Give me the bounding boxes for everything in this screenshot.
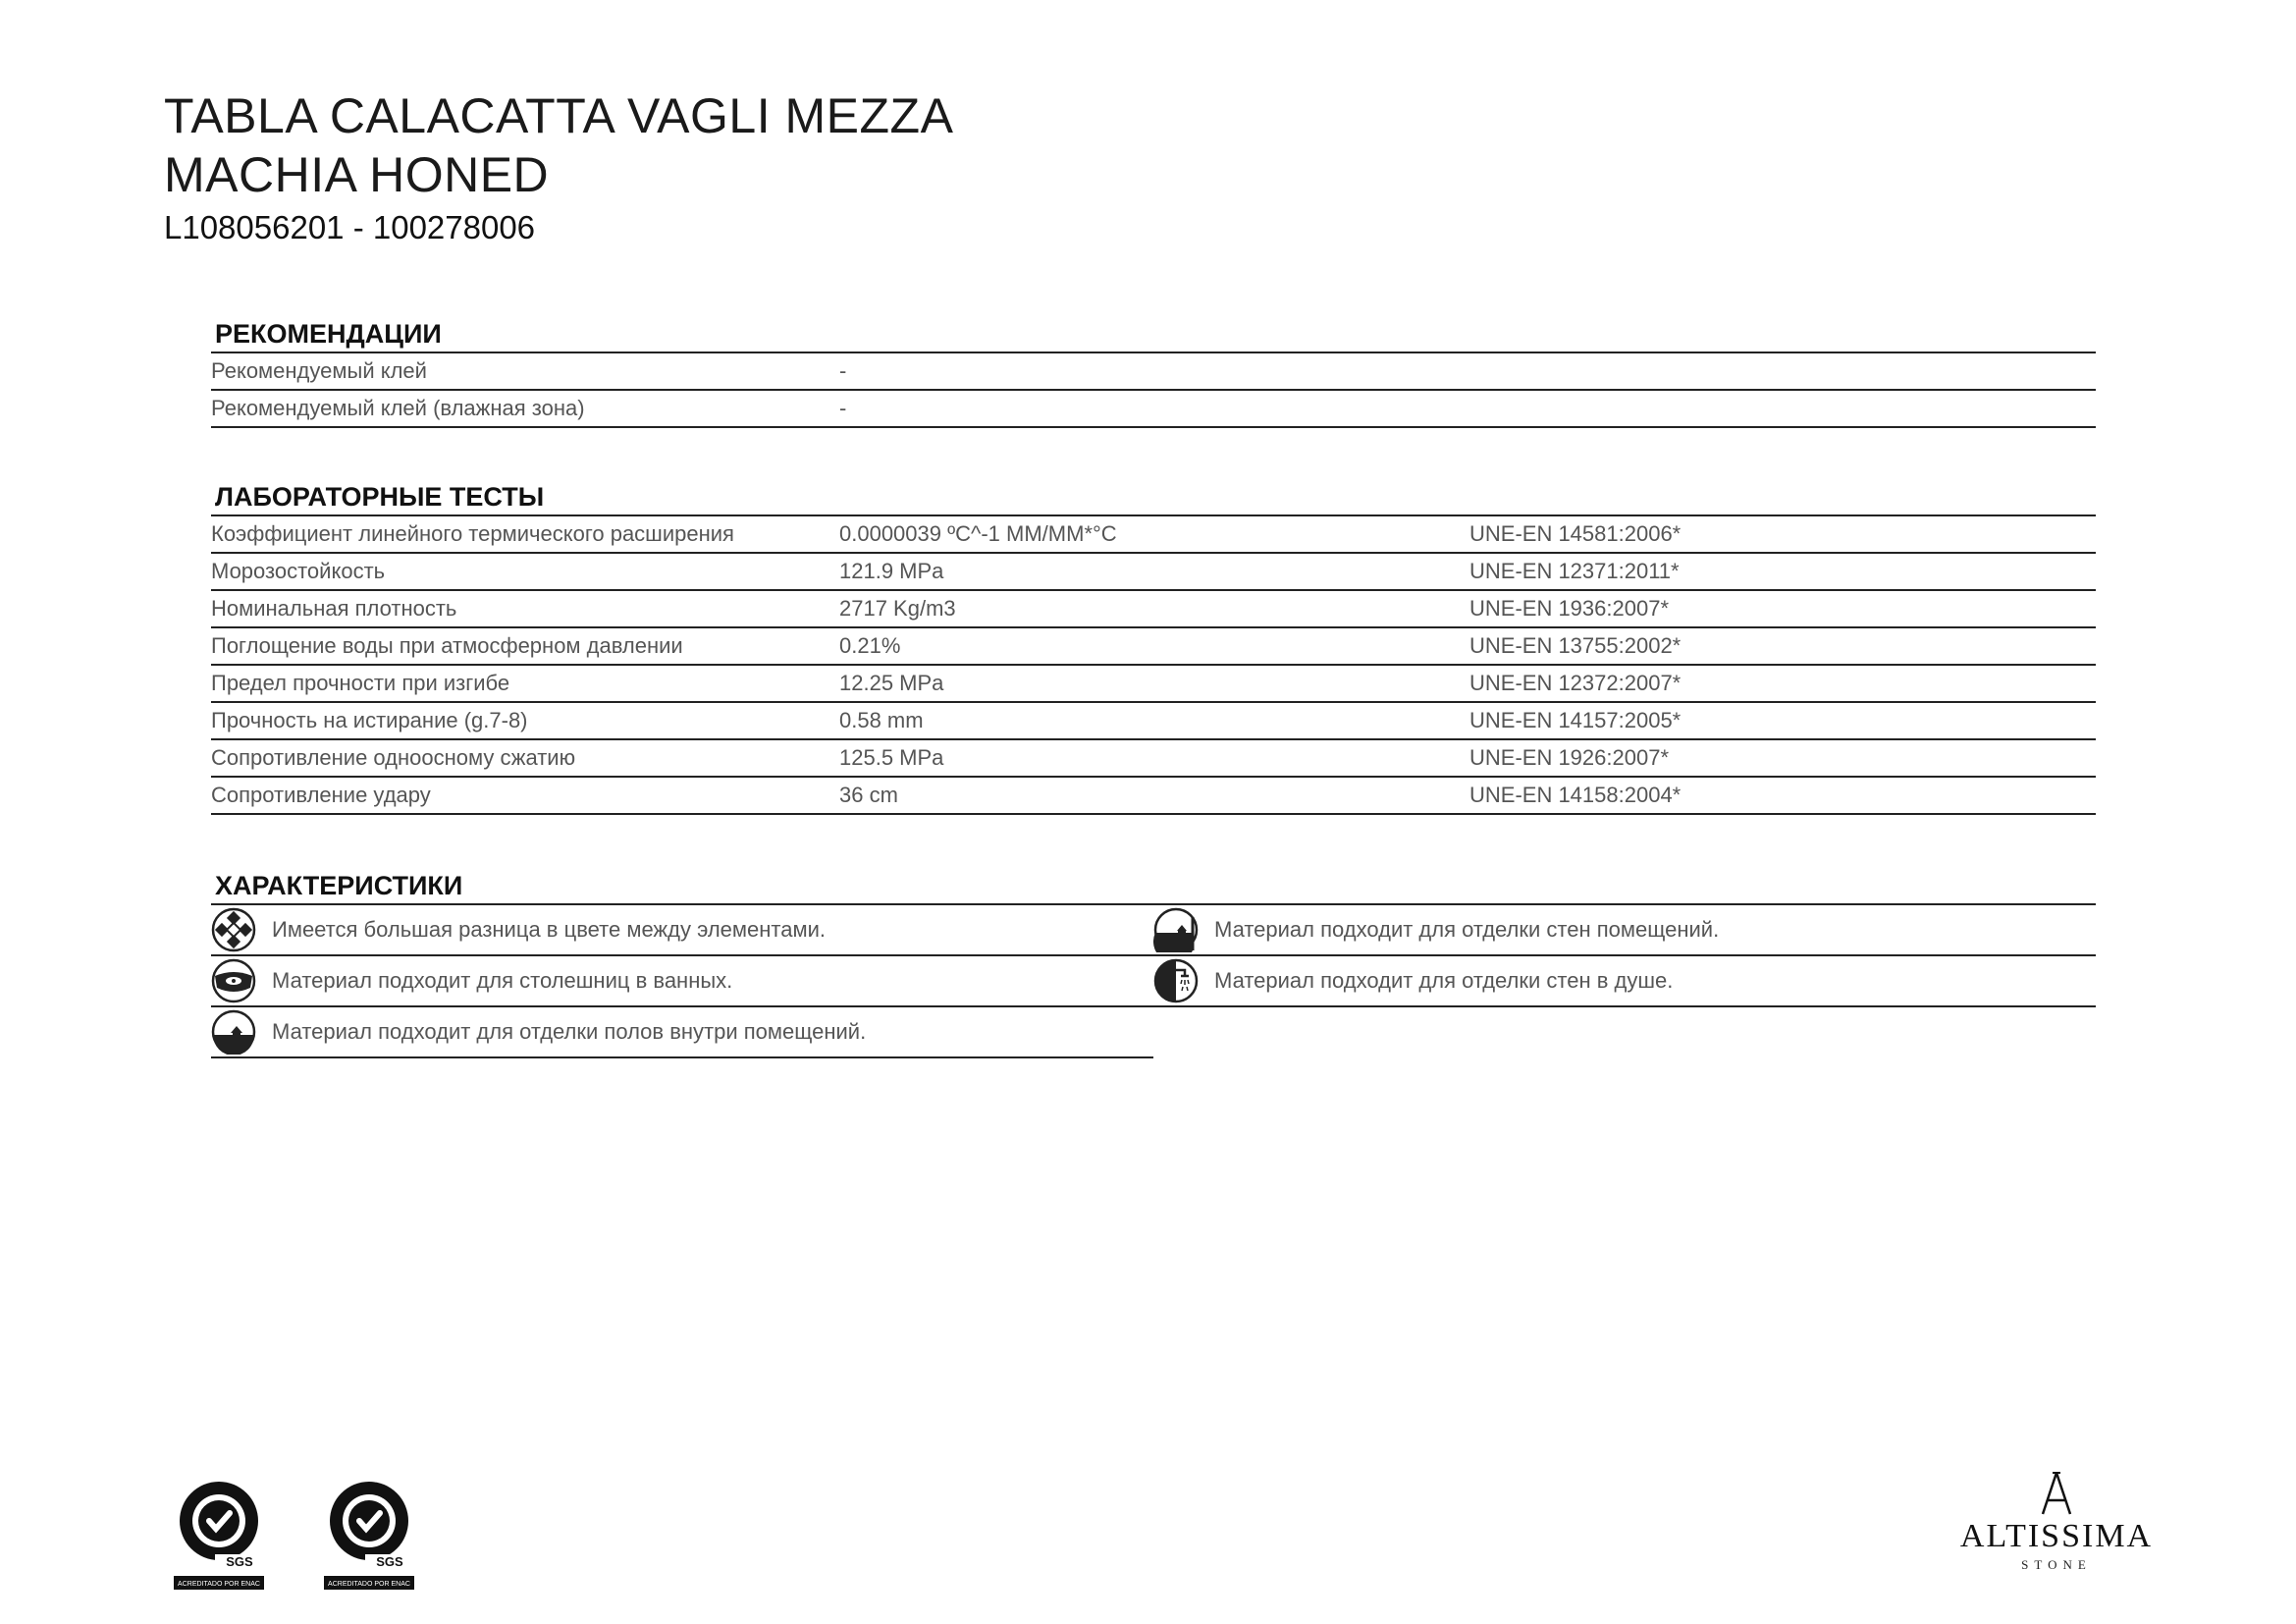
feature-item bbox=[1153, 956, 2096, 1007]
characteristics-heading: ХАРАКТЕРИСТИКИ bbox=[211, 868, 2096, 905]
product-title-line2: MACHIA HONED bbox=[164, 147, 550, 202]
row-value: 121.9 MPa bbox=[839, 559, 944, 583]
sgs-iso-14001-seal bbox=[172, 1478, 266, 1594]
feature-text: Материал подходит для отделки стен в душе. bbox=[1214, 968, 1674, 993]
interior-floor-icon bbox=[211, 1009, 256, 1055]
shower-wall-icon bbox=[1153, 958, 1199, 1003]
row-label: Поглощение воды при атмосферном давлении bbox=[211, 633, 683, 658]
row-label: Сопротивление одноосному сжатию bbox=[211, 745, 576, 770]
feature-text: Материал подходит для столешниц в ванных. bbox=[272, 968, 733, 993]
feature-item bbox=[1153, 905, 2096, 956]
row-standard: UNE-EN 12372:2007* bbox=[1469, 671, 1682, 695]
row-standard: UNE-EN 14158:2004* bbox=[1469, 783, 1682, 807]
product-title bbox=[164, 86, 953, 204]
lab-tests-heading: ЛАБОРАТОРНЫЕ ТЕСТЫ bbox=[211, 479, 2096, 516]
row-label: Сопротивление удару bbox=[211, 783, 431, 807]
svg-text:SGS: SGS bbox=[226, 1554, 253, 1569]
recommendations-section bbox=[211, 316, 2096, 428]
lab-tests-section bbox=[211, 479, 2096, 815]
svg-text:ACREDITADO POR ENAC: ACREDITADO POR ENAC bbox=[178, 1581, 260, 1588]
feature-item bbox=[211, 956, 1153, 1007]
row-standard: UNE-EN 12371:2011* bbox=[1469, 559, 1680, 583]
altissima-logo bbox=[1949, 1471, 2164, 1572]
altissima-a-mark-icon bbox=[2037, 1471, 2076, 1516]
row-value: 36 cm bbox=[839, 783, 898, 807]
brand-subtitle: STONE bbox=[2021, 1557, 2092, 1572]
row-value: - bbox=[839, 358, 847, 383]
row-value: 12.25 MPa bbox=[839, 671, 944, 695]
table-row bbox=[211, 554, 2096, 591]
row-value: 0.0000039 ºC^-1 MM/MM*°C bbox=[839, 521, 1117, 546]
row-standard: UNE-EN 14581:2006* bbox=[1469, 521, 1682, 546]
row-label: Предел прочности при изгибе bbox=[211, 671, 510, 695]
feature-text: Материал подходит для отделки полов внутри помещений. bbox=[272, 1019, 867, 1044]
feature-text: Имеется большая разница в цвете между элементами. bbox=[272, 917, 827, 942]
table-row bbox=[211, 628, 2096, 666]
row-label: Морозостойкость bbox=[211, 559, 386, 583]
feature-item bbox=[211, 905, 1153, 956]
table-row bbox=[211, 666, 2096, 703]
table-row bbox=[211, 591, 2096, 628]
table-row bbox=[211, 353, 2096, 391]
characteristics-section bbox=[211, 868, 2096, 1058]
row-label: Коэффициент линейного термического расширения bbox=[211, 521, 734, 546]
product-title-line1: TABLA CALACATTA VAGLI MEZZA bbox=[164, 88, 954, 143]
table-row bbox=[211, 703, 2096, 740]
bathroom-countertop-icon bbox=[211, 958, 256, 1003]
row-value: 0.21% bbox=[839, 633, 901, 658]
table-row bbox=[211, 740, 2096, 778]
row-value: 0.58 mm bbox=[839, 708, 924, 732]
brand-name: ALTISSIMA bbox=[1959, 1518, 2154, 1554]
row-standard: UNE-EN 1926:2007* bbox=[1469, 745, 1670, 770]
row-standard: UNE-EN 14157:2005* bbox=[1469, 708, 1682, 732]
table-row bbox=[211, 391, 2096, 428]
row-label: Рекомендуемый клей bbox=[211, 358, 427, 383]
feature-text: Материал подходит для отделки стен помещений. bbox=[1214, 917, 1720, 942]
row-label: Номинальная плотность bbox=[211, 596, 457, 621]
sgs-iso-9001-seal bbox=[322, 1478, 416, 1594]
svg-text:SGS: SGS bbox=[376, 1554, 403, 1569]
feature-item bbox=[211, 1007, 1153, 1058]
row-label: Прочность на истирание (g.7-8) bbox=[211, 708, 528, 732]
row-value: - bbox=[839, 396, 847, 420]
svg-text:ACREDITADO POR ENAC: ACREDITADO POR ENAC bbox=[328, 1581, 410, 1588]
row-standard: UNE-EN 1936:2007* bbox=[1469, 596, 1670, 621]
row-standard: UNE-EN 13755:2002* bbox=[1469, 633, 1682, 658]
table-row bbox=[211, 516, 2096, 554]
recommendations-heading: РЕКОМЕНДАЦИИ bbox=[211, 316, 2096, 353]
row-value: 2717 Kg/m3 bbox=[839, 596, 956, 621]
row-label: Рекомендуемый клей (влажная зона) bbox=[211, 396, 585, 420]
color-variation-icon bbox=[211, 907, 256, 952]
product-code: L108056201 - 100278006 bbox=[164, 209, 536, 245]
interior-wall-icon bbox=[1153, 907, 1199, 952]
row-value: 125.5 MPa bbox=[839, 745, 944, 770]
table-row bbox=[211, 778, 2096, 815]
